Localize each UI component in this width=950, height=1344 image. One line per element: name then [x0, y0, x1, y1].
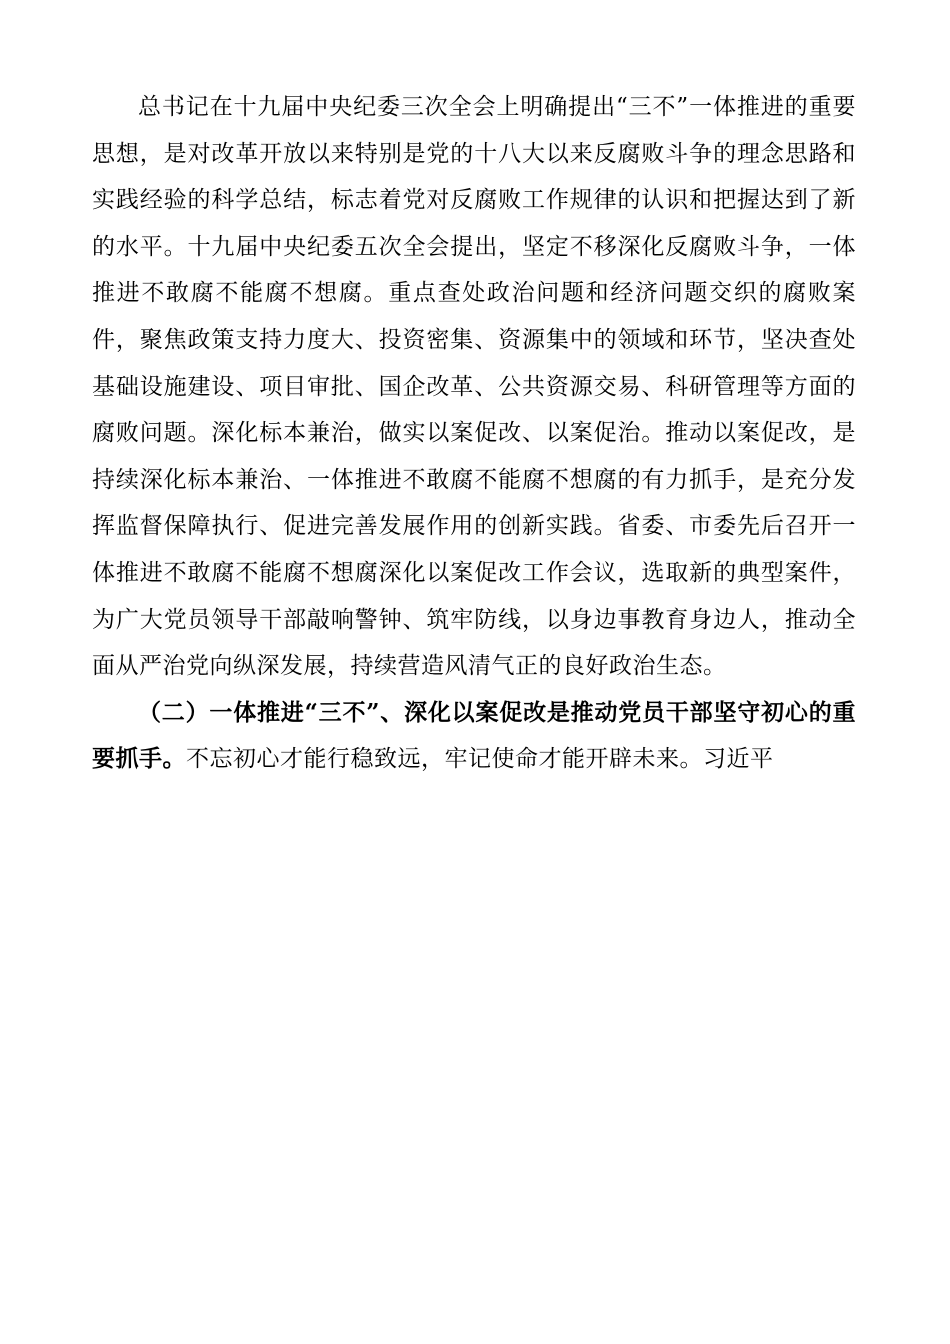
document-body	[92, 84, 856, 783]
paragraph-one: 总书记在十九届中央纪委三次全会上明确提出“三不”一体推进的重要思想，是对改革开放以来特别是党的十八大以来反腐败斗争的理念思路和实践经验的科学总结，标志着党对反腐败工作规律的认识和把握达到了新的水平。十九届中央纪委五次全会提出，坚定不移深化反腐败斗争，一体推进不敢腐不能腐不想腐。重点查处政治问题和经济问题交织的腐败案件，聚焦政策支持力度大、投资密集、资源集中的领域和环节，坚决查处基础设施建设、项目审批、国企改革、公共资源交易、科研管理等方面的腐败问题。深化标本兼治，做实以案促改、以案促治。推动以案促改，是持续深化标本兼治、一体推进不敢腐不能腐不想腐的有力抓手，是充分发挥监督保障执行、促进完善发展作用的创新实践。省委、市委先后召开一体推进不敢腐不能腐不想腐深化以案促改工作会议，选取新的典型案件，为广大党员领导干部敲响警钟、筑牢防线，以身边事教育身边人，推动全面从严治党向纵深发展，持续营造风清气正的良好政治生态。	[92, 94, 856, 680]
paragraph-two-text: 不忘初心才能行稳致远，牢记使命才能开辟未来。习近平	[186, 746, 774, 773]
section-heading: （二）一体推进“三不”、深化以案促改是推动党员干部坚守初心的重要抓手。	[92, 698, 856, 773]
paragraph-two	[92, 690, 856, 783]
